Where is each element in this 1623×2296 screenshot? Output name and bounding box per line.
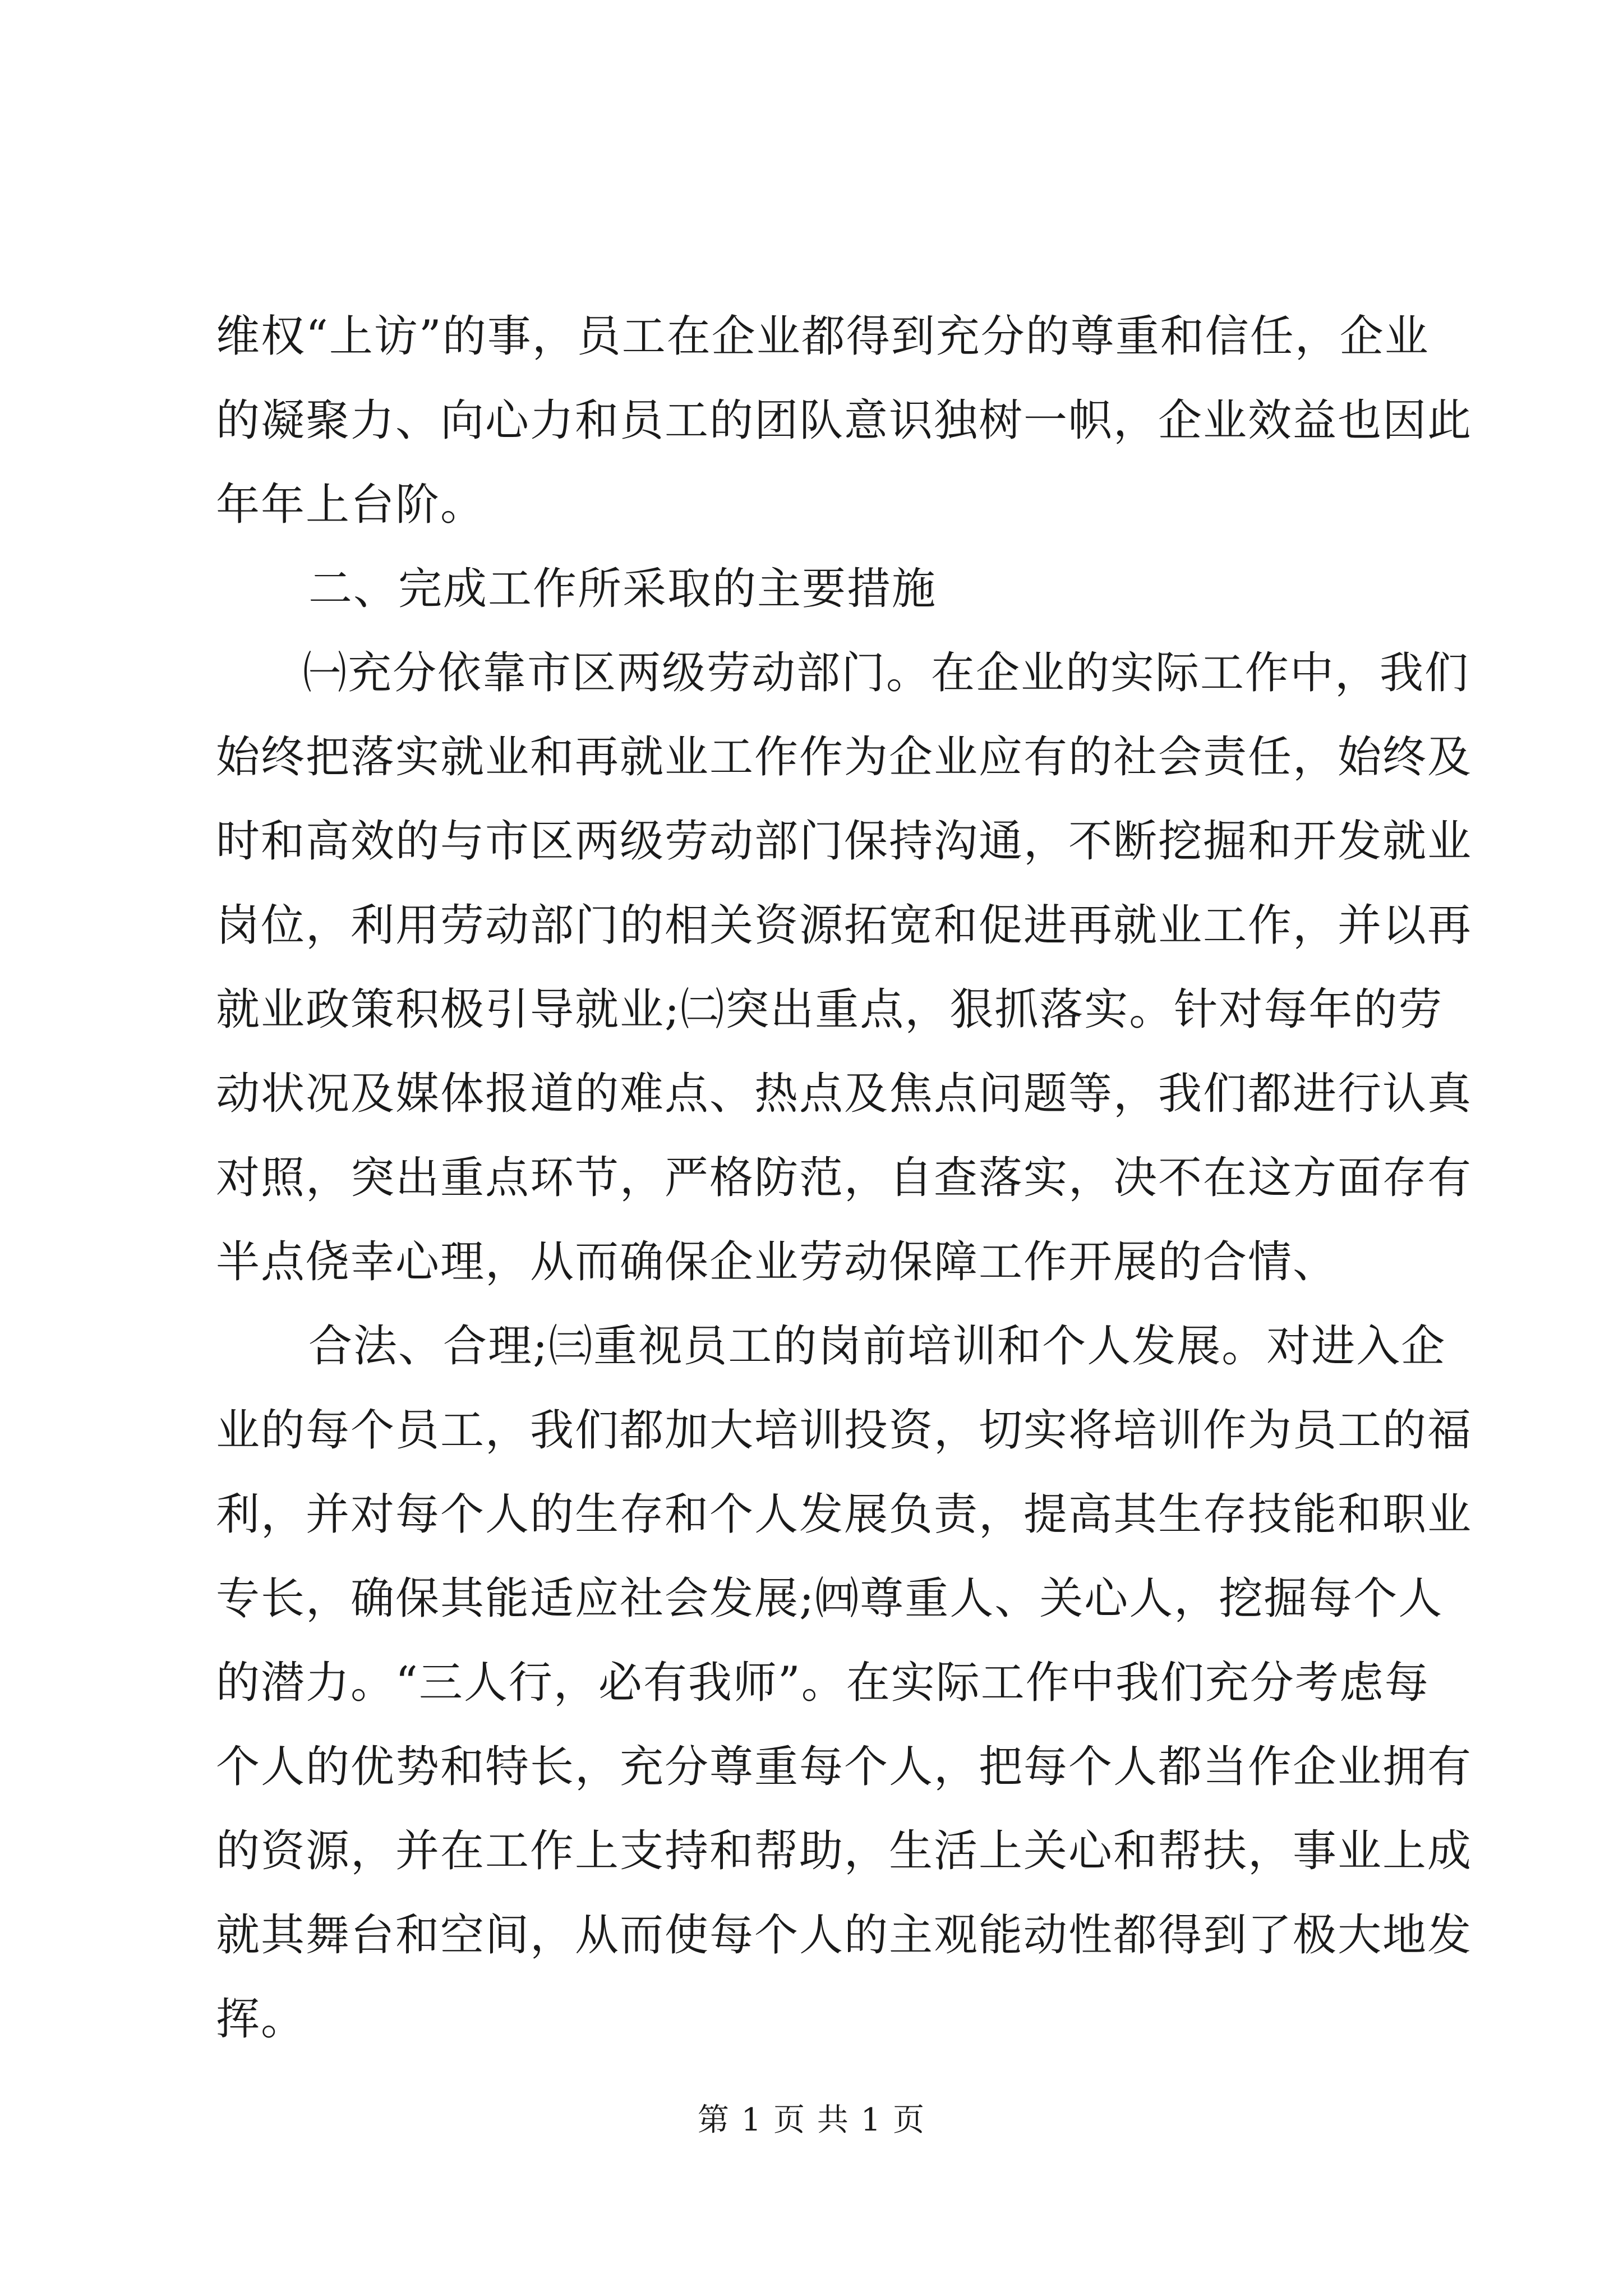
body-text-line: 动状况及媒体报道的难点、热点及焦点问题等，我们都进行认真 (216, 1069, 1473, 1119)
body-text-line: 对照，突出重点环节，严格防范，自查落实，决不在这方面存有 (216, 1153, 1473, 1203)
body-text-line: 维权“上访”的事，员工在企业都得到充分的尊重和信任，企业 (216, 311, 1430, 362)
body-text-line: 就业政策积极引导就业;㈡突出重点，狠抓落实。针对每年的劳 (216, 984, 1444, 1035)
body-text-line: 时和高效的与市区两级劳动部门保持沟通，不断挖掘和开发就业 (216, 816, 1473, 867)
section-heading: 二、完成工作所采取的主要措施 (308, 564, 937, 614)
body-text-line: 个人的优势和特长，充分尊重每个人，把每个人都当作企业拥有 (216, 1742, 1473, 1792)
body-text-line: 业的每个员工，我们都加大培训投资，切实将培训作为员工的福 (216, 1405, 1473, 1456)
body-text-line: 半点侥幸心理，从而确保企业劳动保障工作开展的合情、 (216, 1237, 1338, 1287)
body-text-line: 挥。 (216, 1994, 306, 2045)
body-text-line: 合法、合理;㈢重视员工的岗前培训和个人发展。对进入企 (308, 1321, 1446, 1372)
body-text-line: 的凝聚力、向心力和员工的团队意识独树一帜，企业效益也因此 (216, 395, 1473, 446)
body-text-line: 的资源，并在工作上支持和帮助，生活上关心和帮扶，事业上成 (216, 1826, 1473, 1876)
body-text-line: 专长，确保其能适应社会发展;㈣尊重人、关心人，挖掘每个人 (216, 1573, 1444, 1624)
body-text-line: 就其舞台和空间，从而使每个人的主观能动性都得到了极大地发 (216, 1910, 1473, 1961)
page-footer: 第 1 页 共 1 页 (697, 2102, 926, 2138)
body-text-line: 始终把落实就业和再就业工作作为企业应有的社会责任，始终及 (216, 732, 1473, 783)
body-text-line: ㈠充分依靠市区两级劳动部门。在企业的实际工作中，我们 (303, 648, 1470, 698)
body-text-line: 利，并对每个人的生存和个人发展负责，提高其生存技能和职业 (216, 1489, 1473, 1540)
body-text-line: 的潜力。“三人行，必有我师”。在实际工作中我们充分考虑每 (216, 1658, 1430, 1708)
body-text-line: 年年上台阶。 (216, 480, 486, 530)
body-text-line: 岗位，利用劳动部门的相关资源拓宽和促进再就业工作，并以再 (216, 900, 1473, 951)
